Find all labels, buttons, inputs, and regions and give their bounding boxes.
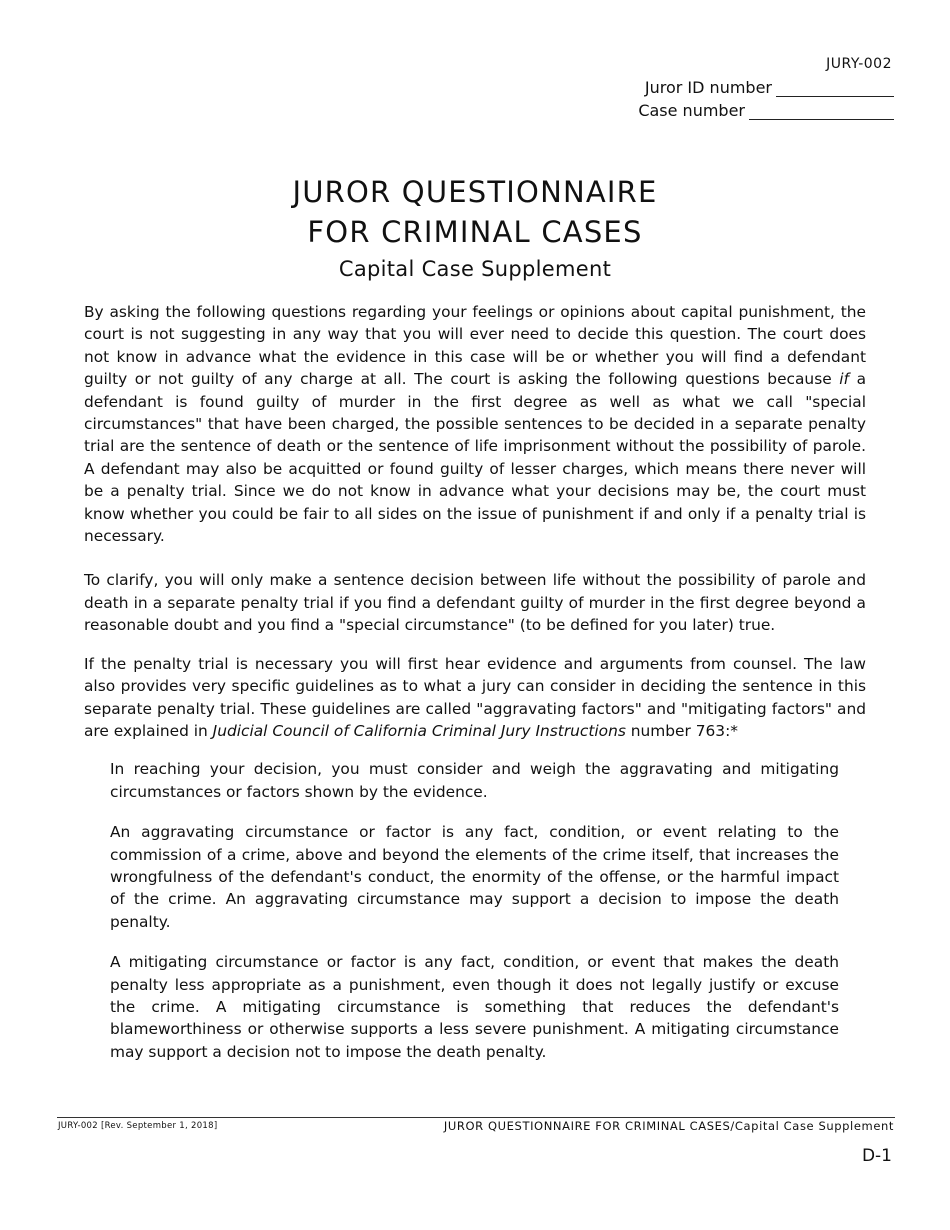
penalty-trial-paragraph — [84, 653, 866, 743]
footer-revision: JURY-002 [Rev. September 1, 2018] — [58, 1121, 218, 1131]
case-number-field[interactable] — [749, 101, 894, 120]
case-number-label: Case number — [638, 101, 745, 120]
form-code: JURY-002 — [826, 56, 892, 72]
instruction-quote-2: An aggravating circumstance or factor is any fact, condition, or event relating to the commission of a crime, above and beyond the elements of the crime itself, that increases the wrongfulness of the defendant's conduct, the enormity of the offense, or the harmful impact of the crime. An aggravating circumstance may support a decision to impose the death penalty. — [110, 823, 839, 931]
title-line-1: JUROR QUESTIONNAIRE — [292, 175, 658, 209]
title-block — [0, 172, 950, 284]
title-line-2: FOR CRIMINAL CASES — [307, 215, 643, 249]
body-text — [84, 301, 866, 1081]
intro-if-emphasis: if — [839, 370, 849, 389]
footer-form-title: JUROR QUESTIONNAIRE FOR CRIMINAL CASES/Capital Case Supplement — [443, 1119, 894, 1133]
juror-id-row — [645, 78, 894, 97]
juror-id-field[interactable] — [776, 78, 894, 97]
juror-id-label: Juror ID number — [644, 78, 772, 97]
instruction-quote-3: A mitigating circumstance or factor is any fact, condition, or event that makes the death penalty less appropriate as a punishment, even though it does not legally justify or excuse the crime. A mitigating circumstance is something that reduces the defendant's blameworthiness or otherwise supports a less severe punishment. A mitigating circumstance may support a decision not to impose the death penalty. — [110, 953, 839, 1061]
penalty-text-a: If the penalty trial is necessary you will first hear evidence and arguments from counsel. The law also provides very specific guidelines as to what a jury can consider in deciding the sentence in this separate penalty trial. These guidelines are called "aggravating factors" and "mitigating factors" and are explained in — [84, 654, 866, 740]
intro-text-a: By asking the following questions regarding your feelings or opinions about capital punishment, the court is not suggesting in any way that you will ever need to decide this question. The court does not know in advance what the evidence in this case will be or whether you will find a defendant guilty or not guilty of any charge at all. The court is asking the following questions because — [84, 303, 866, 389]
penalty-text-b: number 763:* — [625, 721, 738, 740]
instruction-quote-1: In reaching your decision, you must consider and weigh the aggravating and mitigating circumstances or factors shown by the evidence. — [110, 760, 839, 801]
subtitle: Capital Case Supplement — [338, 257, 612, 281]
clarify-paragraph: To clarify, you will only make a sentence decision between life without the possibility of parole and death in a separate penalty trial if you find a defendant guilty of murder in the first degree beyond a reasonable doubt and you find a "special circumstance" (to be defined for you later) true. — [84, 571, 866, 635]
jury-instructions-title: Judicial Council of California Criminal Jury Instructions — [212, 721, 626, 740]
intro-text-b: a defendant is found guilty of murder in the first degree as well as what we call "special circumstances" that have been charged, the possible sentences to be decided in a separate penalty trial are the sentence of death or the sentence of life imprisonment without the possibility of parole. A defendant may also be acquitted or found guilty of lesser charges, which means there never will be a penalty trial. Since we do not know in advance what your decisions may be, the court must know whether you could be fair to all sides on the issue of punishment if and only if a penalty trial is necessary. — [84, 370, 867, 546]
footer-divider — [57, 1117, 895, 1118]
page-number: D-1 — [861, 1146, 892, 1166]
intro-paragraph — [84, 301, 866, 547]
case-number-row — [638, 101, 894, 120]
